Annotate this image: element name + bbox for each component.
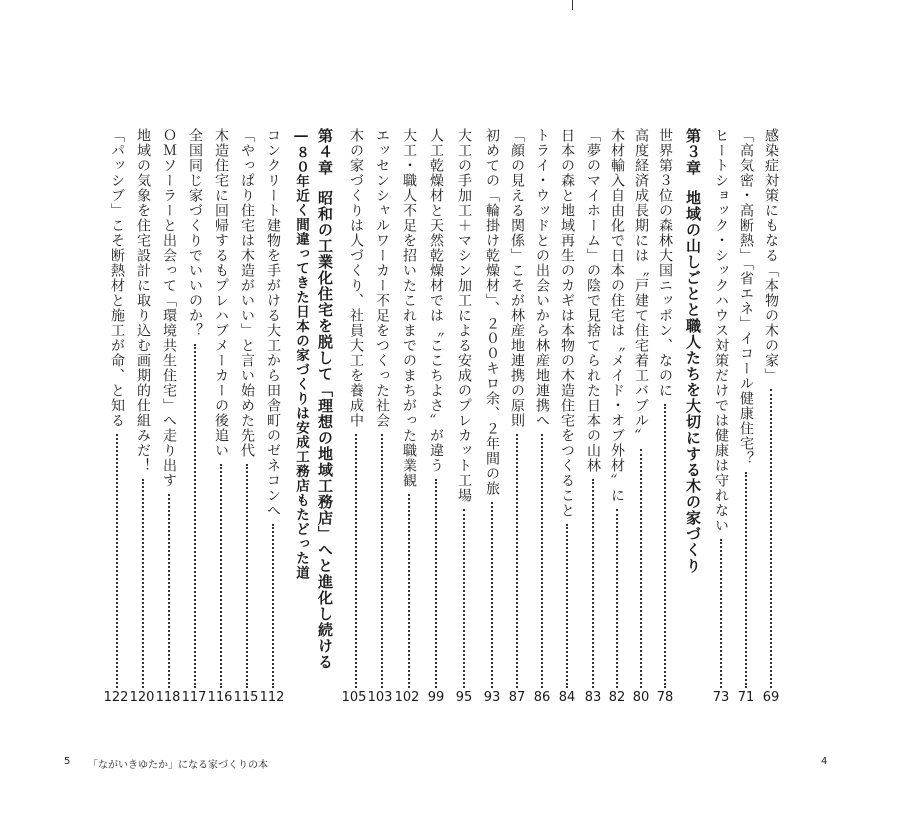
leader-dots [408, 494, 410, 688]
toc-entry[interactable] [400, 128, 418, 692]
toc-entry[interactable] [762, 128, 780, 692]
page-number: 105 [341, 690, 367, 705]
crop-mark [572, 0, 573, 10]
toc-entry-title: 大工の手加工＋マシン加工による安成のプレカット工場 [456, 128, 472, 503]
leader-dots [220, 464, 222, 688]
page-number: 71 [737, 690, 755, 705]
toc-entry-title: ＯＭソーラーと出会って「環境共生住宅」へ走り出す [161, 128, 177, 488]
page-number: 86 [533, 690, 551, 705]
leader-dots [272, 524, 274, 688]
toc-entry-title: 初めての「輪掛け乾燥材」、２００キロ余、２年間の旅 [484, 128, 500, 496]
leader-dots [566, 524, 568, 688]
leader-dots [194, 344, 196, 688]
leader-dots [463, 509, 465, 688]
toc-entry-title: 「パッシブ」こそ断熱材と施工が命、と知る [109, 128, 125, 428]
page-number: 78 [656, 690, 674, 705]
toc-entry-title: 「顔の見える関係」こそが林産地連携の原則 [509, 128, 525, 428]
toc-entry[interactable] [508, 128, 526, 692]
leader-dots [592, 479, 594, 688]
toc-entry-title: 木材輸入自由化で日本の住宅は〝メイド・オブ外材〟に [609, 128, 625, 503]
leader-dots [640, 449, 642, 688]
chapter-number: 第３章 [684, 128, 702, 176]
toc-entry[interactable] [238, 128, 256, 692]
page-number: 95 [455, 690, 473, 705]
leader-dots [381, 434, 383, 688]
toc-entry-title: 人工乾燥材と天然乾燥材では〝ここちよさ〟が違う [428, 128, 444, 473]
toc-entry[interactable] [584, 128, 602, 692]
leader-dots [516, 434, 518, 688]
toc-entry-title: 地域の気象を住宅設計に取り込む画期的仕組みだ！ [135, 128, 151, 473]
page-number: 122 [103, 690, 129, 705]
leader-dots [355, 434, 357, 688]
chapter-title: 地域の山しごとと職人たちを大切にする木の家づくり [684, 190, 702, 574]
page-number: 103 [367, 690, 393, 705]
toc-entry-title: ヒートショック・シックハウス対策だけでは健康は守れない [713, 128, 729, 533]
toc-entry-title: 日本の森と地域再生のカギは本物の木造住宅をつくること [559, 128, 575, 518]
leader-dots [616, 509, 618, 688]
page-number: 102 [394, 690, 420, 705]
page-number: 118 [155, 690, 181, 705]
toc-entry[interactable] [608, 128, 626, 692]
page-number: 83 [584, 690, 602, 705]
toc-entry[interactable] [656, 128, 674, 692]
leader-dots [142, 479, 144, 688]
leader-dots [168, 494, 170, 688]
toc-entry-title: 「やっぱり住宅は木造がいい」と言い始めた先代 [239, 128, 255, 458]
chapter-3-heading[interactable] [684, 128, 702, 574]
toc-entry[interactable] [632, 128, 650, 692]
toc-entry[interactable] [533, 128, 551, 692]
leader-dots [541, 434, 543, 688]
leader-dots [116, 434, 118, 688]
chapter-4-subtitle: ―８０年近く間違ってきた日本の家づくりは安成工務店もたどった道 [293, 128, 309, 580]
leader-dots [720, 539, 722, 688]
page-number: 73 [712, 690, 730, 705]
toc-entry-title: 木の家づくりは人づくり、社員大工を養成中 [348, 128, 364, 428]
toc-entry-title: 「高気密・高断熱」「省エネ」イコール健康住宅？ [738, 128, 754, 466]
page-number: 69 [762, 690, 780, 705]
page-number: 82 [608, 690, 626, 705]
leader-dots [745, 472, 747, 688]
page-number: 115 [233, 690, 259, 705]
page-number: 120 [129, 690, 155, 705]
toc-entry[interactable] [186, 128, 204, 692]
toc-entry[interactable] [737, 128, 755, 692]
leader-dots [491, 502, 493, 688]
page-number: 80 [632, 690, 650, 705]
toc-entry-title: 感染症対策にもなる「本物の木の家」 [763, 128, 779, 383]
toc-entry[interactable] [264, 128, 282, 692]
toc-entry[interactable] [134, 128, 152, 692]
page-number: 116 [207, 690, 233, 705]
toc-entry-title: コンクリート建物を手がける大工から田舎町のゼネコンへ [265, 128, 281, 518]
toc-entry-title: 「夢のマイホーム」の陰で見捨てられた日本の山林 [585, 128, 601, 473]
toc-entry[interactable] [347, 128, 365, 692]
page-number: 117 [181, 690, 207, 705]
toc-entry-title: 木造住宅に回帰するもプレハブメーカーの後追い [213, 128, 229, 458]
toc-entry[interactable] [373, 128, 391, 692]
chapter-number: 第４章 [316, 128, 334, 176]
toc-entry[interactable] [160, 128, 178, 692]
toc-entry[interactable] [427, 128, 445, 692]
page-number: 99 [427, 690, 445, 705]
toc-entry-title: トライ・ウッドとの出会いから林産地連携へ [534, 128, 550, 428]
leader-dots [770, 389, 772, 688]
page-number: 93 [483, 690, 501, 705]
page-number: 84 [558, 690, 576, 705]
toc-entry[interactable] [483, 128, 501, 692]
folio-left: 5 [64, 756, 71, 767]
leader-dots [435, 479, 437, 688]
toc-entry[interactable] [108, 128, 126, 692]
toc-entry-title: 高度経済成長期には〝戸建て住宅着工バブル〟 [633, 128, 649, 443]
toc-entry[interactable] [558, 128, 576, 692]
chapter-title: 昭和の工業化住宅を脱して「理想の地域工務店」へと進化し続ける [316, 190, 334, 670]
folio-right: 4 [821, 756, 828, 767]
page-number: 112 [259, 690, 285, 705]
toc-entry-title: 大工・職人不足を招いたこれまでのまちがった職業観 [401, 128, 417, 488]
page-number: 87 [508, 690, 526, 705]
toc-entry-title: エッセンシャルワーカー不足をつくった社会 [374, 128, 390, 428]
toc-entry[interactable] [212, 128, 230, 692]
toc-entry[interactable] [712, 128, 730, 692]
leader-dots [246, 464, 248, 688]
chapter-4-heading[interactable] [316, 128, 334, 670]
leader-dots [664, 404, 666, 688]
toc-entry-title: 全国同じ家づくりでいいのか？ [187, 128, 203, 338]
toc-entry-title: 世界第３位の森林大国ニッポン、なのに [657, 128, 673, 398]
running-footer-title: 「ながいきゆたか」になる家づくりの本 [88, 760, 268, 771]
toc-entry[interactable] [455, 128, 473, 692]
